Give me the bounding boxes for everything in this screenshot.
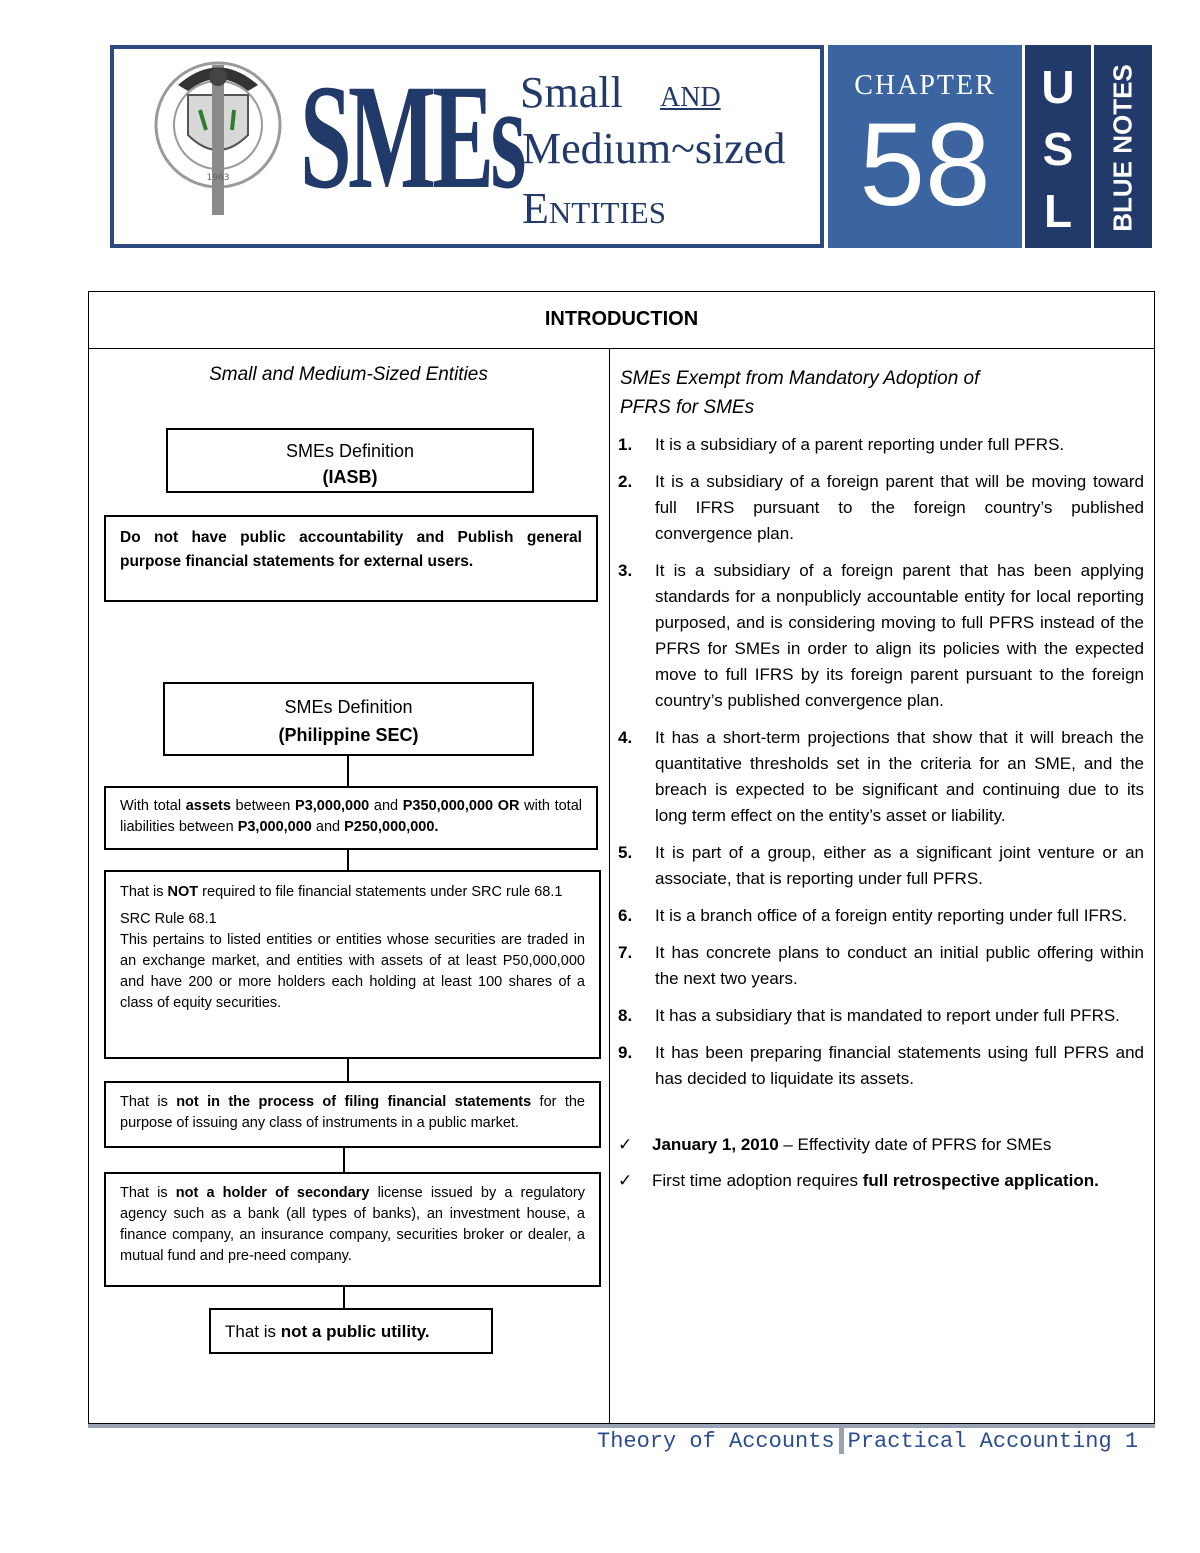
license-criteria-text: That is not a holder of secondary license issued by a regulatory agency such as a bank (all types of banks), an investment house, a finance company, an insurance company, securities broker or dealer, a mutual fund and pre-need company. — [120, 1185, 586, 1264]
connector-line — [347, 1059, 349, 1081]
footer-divider — [839, 1428, 844, 1454]
list-item: 8. It has a subsidiary that is mandated to report under full PFRS. — [618, 1006, 1120, 1025]
filing-criteria-box — [104, 1081, 601, 1148]
public-utility-box — [209, 1308, 493, 1354]
title-divider — [88, 348, 1155, 349]
title-and: AND — [660, 82, 721, 113]
page-footer — [597, 1428, 1138, 1454]
checkmark-icon: ✓ — [618, 1135, 633, 1154]
filing-criteria-text: That is not in the process of filing financial statements for the purpose of issuing any class of instruments in a public market. — [120, 1094, 585, 1131]
assets-criteria-box — [104, 786, 598, 850]
list-item: 7. It has concrete plans to conduct an initial public offering within the next two years. — [618, 943, 1144, 988]
src-rule-lead: That is NOT required to file financial statements under SRC rule 68.1 — [120, 884, 563, 900]
checklist-item: ✓ First time adoption requires full retrospective application. — [618, 1167, 1144, 1194]
list-item: 3. It is a subsidiary of a foreign parent that has been applying standards for a nonpublicly accountable entity for local reporting purposed, and is considering moving to full PFRS instead of the PFRS for SMEs in order to align its policies with the expected move to full IFRS by its foreign parent pursuant to the foreign country’s published convergence plan. — [618, 561, 1144, 710]
list-item: 9. It has been preparing financial statements using full PFRS and has decided to liquidate its assets. — [618, 1043, 1144, 1088]
list-item: 1. It is a subsidiary of a parent reporting under full PFRS. — [618, 435, 1065, 454]
sec-definition-box — [163, 682, 534, 756]
list-item: 2. It is a subsidiary of a foreign parent that will be moving toward full IFRS pursuant to the foreign country’s published convergence plan. — [618, 472, 1144, 543]
connector-line — [343, 1148, 345, 1172]
column-divider — [609, 348, 610, 1424]
exemption-list — [618, 432, 1144, 1203]
list-item: 5. It is part of a group, either as a significant joint venture or an associate, that is reporting under full PFRS. — [618, 843, 1144, 888]
university-seal-logo — [148, 55, 288, 225]
connector-line — [347, 850, 349, 870]
usl-letter-u: U — [1041, 61, 1075, 113]
checkmark-icon: ✓ — [618, 1171, 633, 1190]
footer-subject: Theory of Accounts — [597, 1428, 835, 1454]
chapter-number: 58 — [859, 99, 991, 231]
checklist-item: ✓ January 1, 2010 – Effectivity date of PFRS for SMEs — [618, 1131, 1144, 1158]
list-item: 6. It is a branch office of a foreign entity reporting under full IFRS. — [618, 906, 1128, 925]
connector-line — [347, 756, 349, 786]
svg-text:1963: 1963 — [206, 173, 230, 183]
title-small: Small — [520, 68, 623, 117]
iasb-definition-box — [166, 428, 534, 493]
footer-course: Practical Accounting 1 — [847, 1428, 1139, 1454]
title-medium-sized: Medium~sized — [522, 124, 786, 173]
smes-title: SMEs — [300, 54, 523, 220]
assets-criteria-text: With total assets between P3,000,000 and P350,000,000 OR with total liabilities between P3,000,000 and P250,000,000. — [120, 798, 583, 835]
connector-line — [343, 1287, 345, 1308]
left-column-title: Small and Medium-Sized Entities — [209, 364, 488, 385]
iasb-definition-title: SMEs Definition — [285, 441, 415, 461]
right-column-title: SMEs Exempt from Mandatory Adoption of PFRS for SMEs — [620, 368, 980, 418]
iasb-criteria-text: Do not have public accountability and Publish general purpose financial statements for external users. — [120, 529, 582, 570]
usl-letter-s: S — [1042, 123, 1074, 175]
iasb-criteria-box — [104, 515, 598, 602]
sec-definition-sub: (Philippine SEC) — [278, 725, 419, 745]
list-item: 4. It has a short-term projections that show that it will breach the quantitative thresholds set in the criteria for an SME, and the breach is expected to be significant and continuing due to its long term effect on the entity’s asset or liability. — [618, 728, 1144, 825]
sec-definition-title: SMEs Definition — [284, 697, 413, 717]
section-title: INTRODUCTION — [544, 308, 699, 330]
license-criteria-box — [104, 1172, 601, 1287]
title-entities: Entities — [522, 184, 666, 233]
chapter-label: CHAPTER — [854, 70, 996, 101]
src-rule-text: This pertains to listed entities or entities whose securities are traded in an exchange market, and entities with assets of at least P50,000,000 and have 200 or more holders each holding at least 100 shares of a class of equity securities. — [120, 932, 585, 1011]
src-rule-box — [104, 870, 601, 1059]
src-rule-title: SRC Rule 68.1 — [120, 911, 217, 927]
usl-letter-l: L — [1043, 185, 1073, 237]
blue-notes-label: BLUE NOTES — [1107, 64, 1138, 232]
public-utility-text: That is not a public utility. — [225, 1322, 430, 1341]
iasb-definition-sub: (IASB) — [322, 467, 378, 487]
